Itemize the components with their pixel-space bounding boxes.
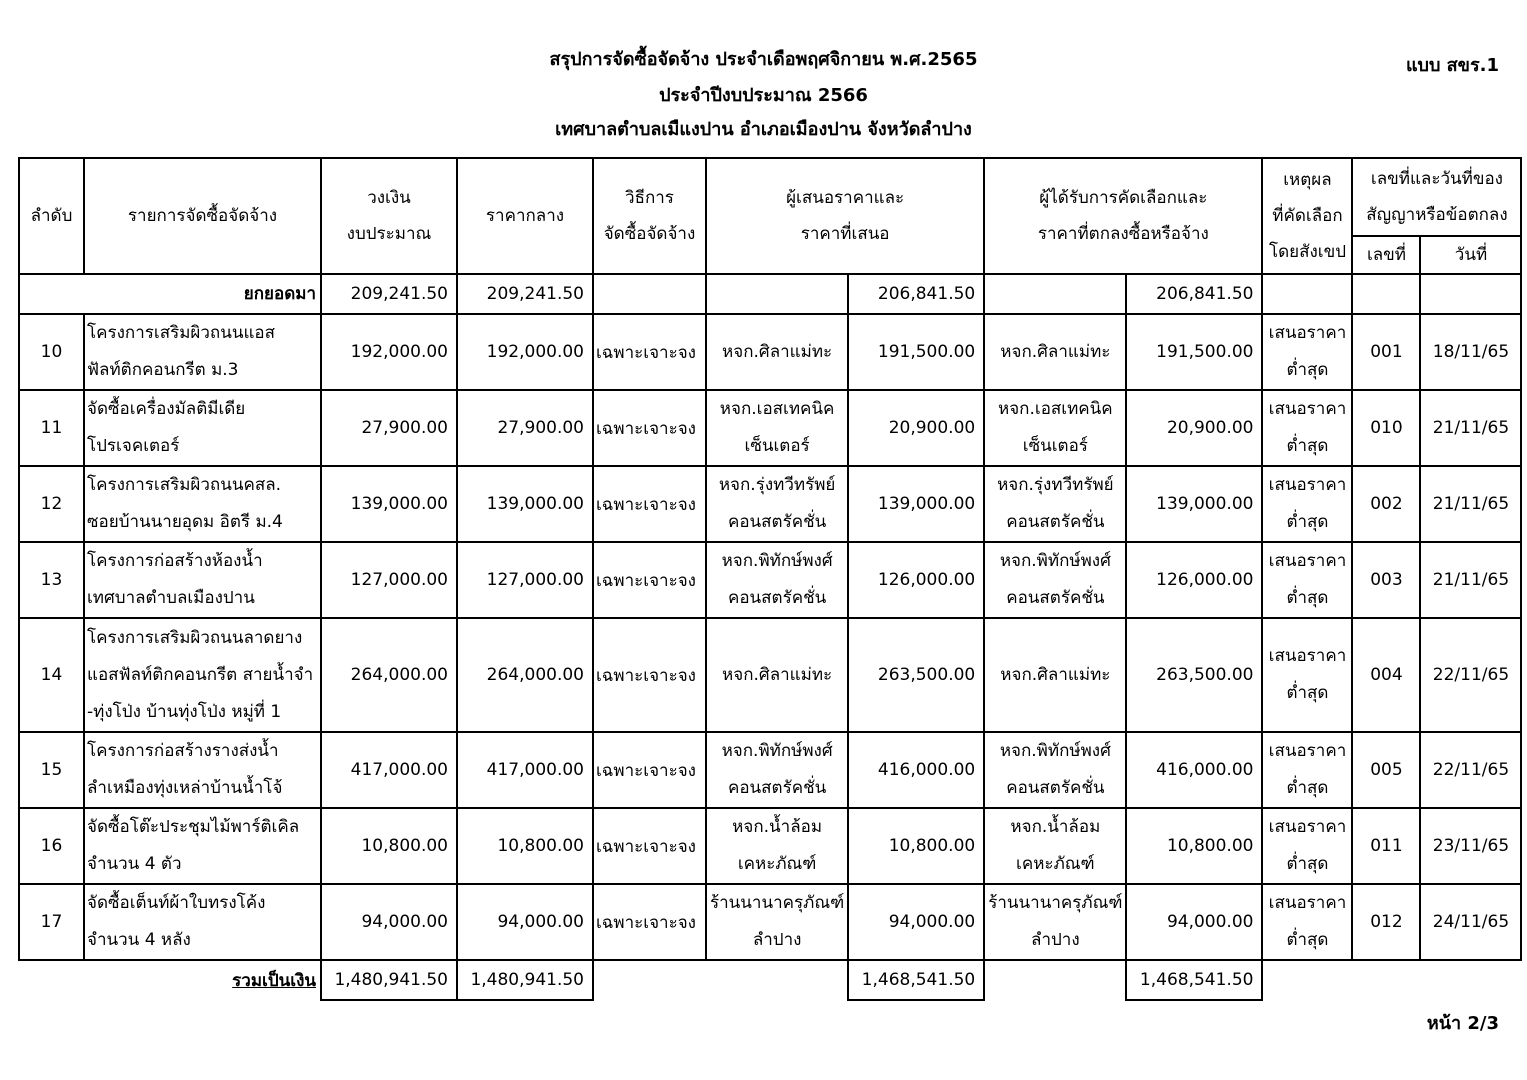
carry-winner xyxy=(984,274,1126,314)
row-date: 22/11/65 xyxy=(1420,618,1521,732)
row-bidder-line: ร้านนานาครุภัณฑ์ xyxy=(710,893,845,913)
row-item xyxy=(84,618,321,732)
row-winner-line: เซ็นเตอร์ xyxy=(1022,436,1088,456)
row-contract-no: 002 xyxy=(1352,466,1420,542)
row-bidder xyxy=(706,314,848,390)
row-winner-line: คอนสตรัคชั่น xyxy=(1006,778,1105,798)
carry-forward-label: ยกยอดมา xyxy=(19,274,321,314)
row-no: 13 xyxy=(19,542,84,618)
row-bidder xyxy=(706,542,848,618)
total-spacer-1 xyxy=(593,960,706,1000)
table-row xyxy=(19,390,1521,466)
row-bidder-line: คอนสตรัคชั่น xyxy=(727,512,827,532)
row-winner-line: คอนสตรัคชั่น xyxy=(1006,512,1105,532)
row-bidder xyxy=(706,618,848,732)
row-reason-line: ต่ำสุด xyxy=(1286,854,1329,874)
row-winner-line: หจก.รุ่งทวีทรัพย์ xyxy=(997,475,1114,495)
row-budget: 264,000.00 xyxy=(321,618,457,732)
carry-date xyxy=(1420,274,1521,314)
col-method-line1: วิธีการ xyxy=(625,188,674,208)
row-no: 11 xyxy=(19,390,84,466)
row-bidder xyxy=(706,808,848,884)
row-median: 264,000.00 xyxy=(457,618,593,732)
row-reason xyxy=(1262,618,1352,732)
row-reason-line: ต่ำสุด xyxy=(1286,778,1329,798)
row-item-line: แอสฟัลท์ติกคอนกรีต สายน้ำจำ xyxy=(87,664,314,685)
row-median: 94,000.00 xyxy=(457,884,593,960)
row-winner-line: คอนสตรัคชั่น xyxy=(1006,588,1105,608)
col-winner-line1: ผู้ได้รับการคัดเลือกและ xyxy=(1039,188,1208,208)
col-budget xyxy=(321,158,457,274)
row-item-line: จำนวน 4 ตัว xyxy=(87,854,182,874)
row-budget: 417,000.00 xyxy=(321,732,457,808)
row-reason xyxy=(1262,884,1352,960)
col-budget-line2: งบประมาณ xyxy=(346,224,432,244)
carry-median: 209,241.50 xyxy=(457,274,593,314)
row-winner xyxy=(984,732,1126,808)
row-bidder-line: เคหะภัณฑ์ xyxy=(737,854,817,874)
row-reason-line: เสนอราคา xyxy=(1268,475,1347,495)
row-reason-line: ต่ำสุด xyxy=(1286,683,1329,703)
table-row xyxy=(19,884,1521,960)
row-item-line: จัดซื้อเต็นท์ผ้าใบทรงโค้ง xyxy=(87,893,266,913)
table-row xyxy=(19,542,1521,618)
row-contract-no: 010 xyxy=(1352,390,1420,466)
col-reason xyxy=(1262,158,1352,274)
col-reason-line3: โดยสังเขป xyxy=(1268,242,1346,262)
row-reason xyxy=(1262,808,1352,884)
total-row xyxy=(19,960,1521,1000)
row-bidder-line: ลำปาง xyxy=(752,930,802,950)
col-contract-line1: เลขที่และวันที่ของ xyxy=(1370,169,1503,189)
row-win-price: 94,000.00 xyxy=(1126,884,1262,960)
row-date: 23/11/65 xyxy=(1420,808,1521,884)
header-row xyxy=(19,158,1521,236)
col-median: ราคากลาง xyxy=(457,158,593,274)
row-contract-no: 012 xyxy=(1352,884,1420,960)
row-bidder-line: หจก.พิทักษ์พงศ์ xyxy=(721,741,833,761)
total-bid-price: 1,468,541.50 xyxy=(848,960,984,1000)
carry-win-price: 206,841.50 xyxy=(1126,274,1262,314)
row-winner xyxy=(984,808,1126,884)
report-fiscal-year: ประจำปีงบประมาณ 2566 xyxy=(659,85,868,106)
row-no: 14 xyxy=(19,618,84,732)
row-winner-line: หจก.พิทักษ์พงศ์ xyxy=(999,741,1111,761)
table-row xyxy=(19,732,1521,808)
row-item-line: ซอยบ้านนายอุดม อิตรี ม.4 xyxy=(87,512,283,532)
row-item-line: โปรเจคเตอร์ xyxy=(87,436,180,456)
row-bidder-line: หจก.ศิลาแม่ทะ xyxy=(722,341,833,362)
row-winner xyxy=(984,390,1126,466)
row-item-line: จัดซื้อโต๊ะประชุมไม้พาร์ติเคิล xyxy=(87,817,300,837)
row-bidder-line: หจก.เอสเทคนิค xyxy=(719,399,835,419)
row-win-price: 263,500.00 xyxy=(1126,618,1262,732)
row-bidder-line: คอนสตรัคชั่น xyxy=(727,778,827,798)
row-winner-line: ลำปาง xyxy=(1031,930,1080,950)
row-bidder-line: หจก.รุ่งทวีทรัพย์ xyxy=(718,475,836,495)
table-row xyxy=(19,808,1521,884)
row-method: เฉพาะเจาะจง xyxy=(593,618,706,732)
row-reason xyxy=(1262,732,1352,808)
col-method-line2: จัดซื้อจัดจ้าง xyxy=(603,224,696,244)
row-winner-line: หจก.ศิลาแม่ทะ xyxy=(1000,664,1111,685)
col-no: ลำดับ xyxy=(19,158,84,274)
row-no: 17 xyxy=(19,884,84,960)
row-item-line: จัดซื้อเครื่องมัลติมีเดีย xyxy=(87,399,246,419)
row-item-line: -ทุ่งโป่ง บ้านทุ่งโป่ง หมู่ที่ 1 xyxy=(87,701,282,722)
row-item xyxy=(84,466,321,542)
row-date: 22/11/65 xyxy=(1420,732,1521,808)
row-item xyxy=(84,314,321,390)
row-winner xyxy=(984,314,1126,390)
carry-reason xyxy=(1262,274,1352,314)
row-win-price: 20,900.00 xyxy=(1126,390,1262,466)
row-date: 21/11/65 xyxy=(1420,466,1521,542)
row-bidder xyxy=(706,732,848,808)
row-bidder xyxy=(706,884,848,960)
total-spacer-2 xyxy=(706,960,848,1000)
row-median: 192,000.00 xyxy=(457,314,593,390)
row-item-line: โครงการเสริมผิวถนนลาดยาง xyxy=(87,627,303,648)
row-contract-no: 004 xyxy=(1352,618,1420,732)
row-win-price: 10,800.00 xyxy=(1126,808,1262,884)
row-bidder-line: หจก.ศิลาแม่ทะ xyxy=(722,664,833,685)
col-item: รายการจัดซื้อจัดจ้าง xyxy=(84,158,321,274)
row-method: เฉพาะเจาะจง xyxy=(593,884,706,960)
row-budget: 139,000.00 xyxy=(321,466,457,542)
carry-bidder xyxy=(706,274,848,314)
row-median: 139,000.00 xyxy=(457,466,593,542)
col-method xyxy=(593,158,706,274)
report-organization: เทศบาลตำบลเมืแงปาน อำเภอเมืองปาน จังหวัดลำปาง xyxy=(555,119,972,140)
form-code: แบบ สขร.1 xyxy=(1405,55,1499,76)
row-budget: 94,000.00 xyxy=(321,884,457,960)
row-bid-price: 263,500.00 xyxy=(848,618,984,732)
row-item xyxy=(84,542,321,618)
table-row xyxy=(19,618,1521,732)
row-win-price: 191,500.00 xyxy=(1126,314,1262,390)
row-bidder-line: หจก.น้ำล้อม xyxy=(732,817,823,837)
carry-contract-no xyxy=(1352,274,1420,314)
row-bidder-line: เซ็นเตอร์ xyxy=(744,436,810,456)
row-bid-price: 191,500.00 xyxy=(848,314,984,390)
table-row xyxy=(19,466,1521,542)
row-item xyxy=(84,808,321,884)
row-bid-price: 94,000.00 xyxy=(848,884,984,960)
row-date: 21/11/65 xyxy=(1420,390,1521,466)
row-reason xyxy=(1262,542,1352,618)
row-winner-line: หจก.น้ำล้อม xyxy=(1010,817,1101,837)
row-winner-line: ร้านนานาครุภัณฑ์ xyxy=(988,893,1123,913)
col-winner xyxy=(984,158,1262,274)
row-no: 10 xyxy=(19,314,84,390)
row-reason xyxy=(1262,390,1352,466)
row-reason-line: ต่ำสุด xyxy=(1286,360,1329,380)
table-row xyxy=(19,314,1521,390)
row-winner xyxy=(984,542,1126,618)
row-item xyxy=(84,732,321,808)
row-median: 127,000.00 xyxy=(457,542,593,618)
row-reason-line: ต่ำสุด xyxy=(1286,588,1329,608)
row-win-price: 126,000.00 xyxy=(1126,542,1262,618)
row-bidder-line: หจก.พิทักษ์พงศ์ xyxy=(721,551,833,571)
row-budget: 192,000.00 xyxy=(321,314,457,390)
total-win-price: 1,468,541.50 xyxy=(1126,960,1262,1000)
col-budget-line1: วงเงิน xyxy=(367,188,411,208)
row-reason-line: เสนอราคา xyxy=(1268,817,1347,837)
col-reason-line2: ที่คัดเลือก xyxy=(1272,206,1343,226)
row-budget: 10,800.00 xyxy=(321,808,457,884)
row-contract-no: 005 xyxy=(1352,732,1420,808)
row-median: 417,000.00 xyxy=(457,732,593,808)
row-winner-line: เคหะภัณฑ์ xyxy=(1016,854,1095,874)
row-item-line: ฟัลท์ติกคอนกรีต ม.3 xyxy=(87,360,239,380)
row-method: เฉพาะเจาะจง xyxy=(593,732,706,808)
carry-forward-row xyxy=(19,274,1521,314)
row-win-price: 416,000.00 xyxy=(1126,732,1262,808)
row-winner-line: หจก.ศิลาแม่ทะ xyxy=(1000,341,1111,362)
row-no: 16 xyxy=(19,808,84,884)
row-contract-no: 011 xyxy=(1352,808,1420,884)
row-reason xyxy=(1262,466,1352,542)
row-reason-line: ต่ำสุด xyxy=(1286,512,1329,532)
row-item-line: จำนวน 4 หลัง xyxy=(87,930,191,950)
row-contract-no: 001 xyxy=(1352,314,1420,390)
row-reason-line: เสนอราคา xyxy=(1268,551,1347,571)
row-method: เฉพาะเจาะจง xyxy=(593,808,706,884)
col-bidder-line1: ผู้เสนอราคาและ xyxy=(786,188,905,208)
col-contract xyxy=(1352,158,1521,236)
row-bid-price: 416,000.00 xyxy=(848,732,984,808)
row-item-line: โครงการเสริมผิวถนนคสล. xyxy=(87,475,282,495)
page-number: หน้า 2/3 xyxy=(1426,1013,1499,1034)
carry-bid-price: 206,841.50 xyxy=(848,274,984,314)
row-method: เฉพาะเจาะจง xyxy=(593,314,706,390)
col-bidder-line2: ราคาที่เสนอ xyxy=(800,224,890,244)
row-budget: 127,000.00 xyxy=(321,542,457,618)
row-item-line: โครงการก่อสร้างรางส่งน้ำ xyxy=(87,741,279,761)
row-win-price: 139,000.00 xyxy=(1126,466,1262,542)
col-bidder xyxy=(706,158,984,274)
row-median: 27,900.00 xyxy=(457,390,593,466)
row-reason-line: เสนอราคา xyxy=(1268,646,1347,666)
col-reason-line1: เหตุผล xyxy=(1283,170,1332,190)
row-item-line: โครงการเสริมผิวถนนแอส xyxy=(87,323,276,343)
row-winner xyxy=(984,884,1126,960)
row-method: เฉพาะเจาะจง xyxy=(593,390,706,466)
col-contract-line2: สัญญาหรือข้อตกลง xyxy=(1366,205,1508,225)
row-bidder-line: คอนสตรัคชั่น xyxy=(727,588,827,608)
report-title: สรุปการจัดซื้อจัดจ้าง ประจำเดือพฤศจิกายน พ.ศ.2565 xyxy=(549,49,978,70)
row-date: 18/11/65 xyxy=(1420,314,1521,390)
row-winner xyxy=(984,618,1126,732)
row-method: เฉพาะเจาะจง xyxy=(593,542,706,618)
row-bidder xyxy=(706,390,848,466)
row-budget: 27,900.00 xyxy=(321,390,457,466)
total-spacer-3 xyxy=(984,960,1126,1000)
row-bid-price: 139,000.00 xyxy=(848,466,984,542)
row-bid-price: 20,900.00 xyxy=(848,390,984,466)
total-median: 1,480,941.50 xyxy=(457,960,593,1000)
row-item-line: เทศบาลตำบลเมืองปาน xyxy=(87,588,255,608)
row-item xyxy=(84,390,321,466)
row-method: เฉพาะเจาะจง xyxy=(593,466,706,542)
row-bid-price: 126,000.00 xyxy=(848,542,984,618)
row-bidder xyxy=(706,466,848,542)
row-reason-line: เสนอราคา xyxy=(1268,399,1347,419)
col-contract-no: เลขที่ xyxy=(1352,236,1420,274)
carry-method xyxy=(593,274,706,314)
col-winner-line2: ราคาที่ตกลงซื้อหรือจ้าง xyxy=(1037,224,1209,244)
row-no: 15 xyxy=(19,732,84,808)
row-date: 21/11/65 xyxy=(1420,542,1521,618)
col-contract-date: วันที่ xyxy=(1420,236,1521,274)
row-median: 10,800.00 xyxy=(457,808,593,884)
row-winner-line: หจก.เอสเทคนิค xyxy=(998,399,1113,419)
row-item-line: ลำเหมืองทุ่งเหล่าบ้านน้ำโจ้ xyxy=(87,778,283,798)
row-reason-line: ต่ำสุด xyxy=(1286,930,1329,950)
row-date: 24/11/65 xyxy=(1420,884,1521,960)
row-no: 12 xyxy=(19,466,84,542)
procurement-table xyxy=(18,157,1522,1001)
total-spacer-4 xyxy=(1262,960,1521,1000)
row-item-line: โครงการก่อสร้างห้องน้ำ xyxy=(87,551,263,571)
row-winner xyxy=(984,466,1126,542)
row-item xyxy=(84,884,321,960)
row-reason-line: เสนอราคา xyxy=(1268,741,1347,761)
row-reason xyxy=(1262,314,1352,390)
row-winner-line: หจก.พิทักษ์พงศ์ xyxy=(999,551,1111,571)
row-reason-line: ต่ำสุด xyxy=(1286,436,1329,456)
row-bid-price: 10,800.00 xyxy=(848,808,984,884)
row-contract-no: 003 xyxy=(1352,542,1420,618)
row-reason-line: เสนอราคา xyxy=(1268,323,1347,343)
row-reason-line: เสนอราคา xyxy=(1268,893,1347,913)
total-label: รวมเป็นเงิน xyxy=(232,970,316,991)
carry-budget: 209,241.50 xyxy=(321,274,457,314)
total-budget: 1,480,941.50 xyxy=(321,960,457,1000)
